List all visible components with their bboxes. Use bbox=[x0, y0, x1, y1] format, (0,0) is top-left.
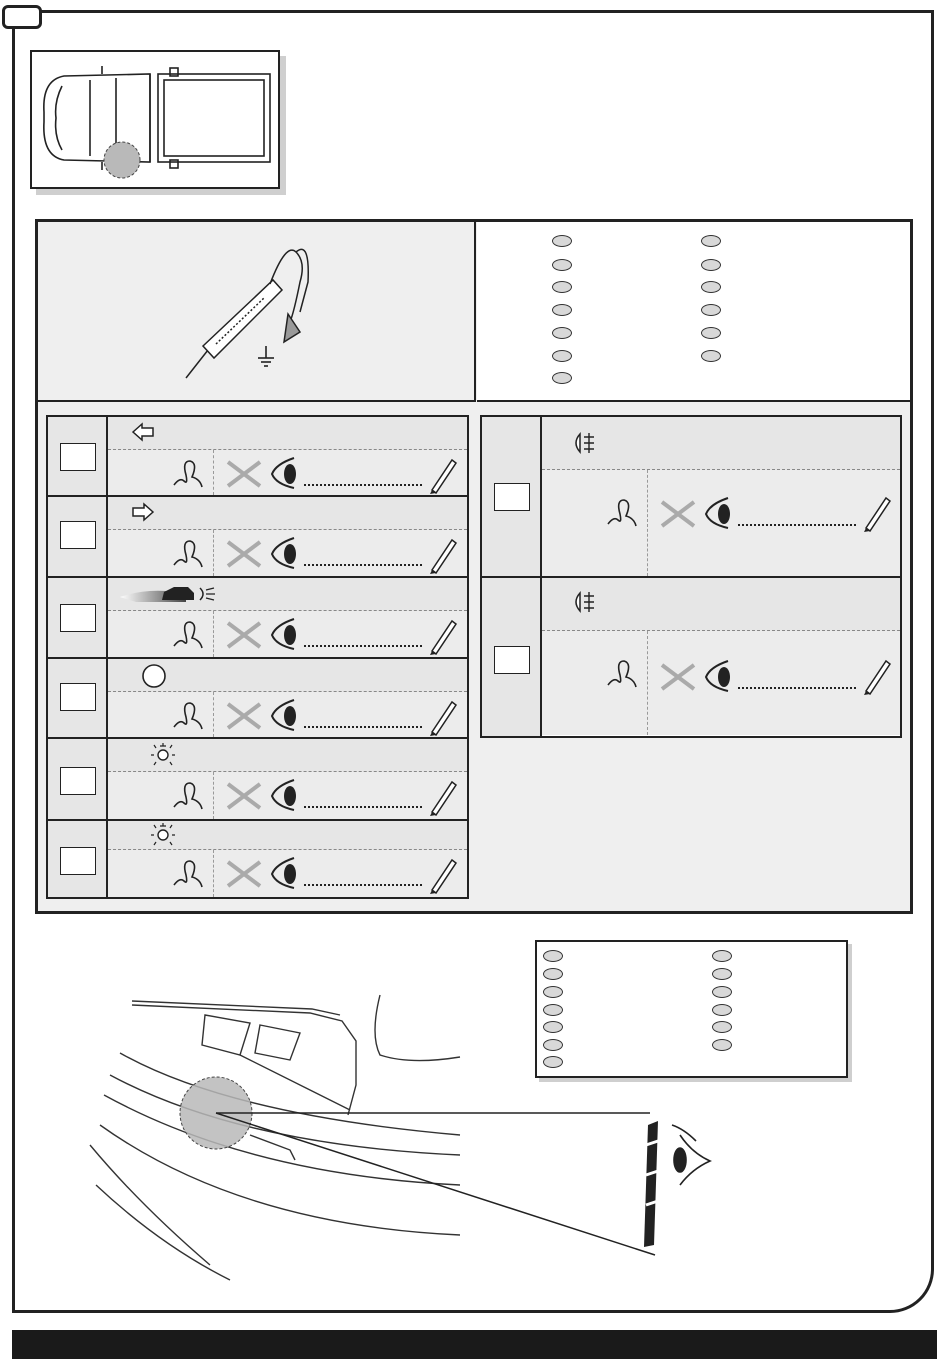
cross-icon bbox=[224, 780, 264, 812]
pin-right-6 bbox=[701, 350, 721, 362]
check-row-brake bbox=[48, 659, 467, 739]
eye-icon bbox=[268, 776, 300, 814]
pin-right-4 bbox=[701, 304, 721, 316]
hand-touch-icon bbox=[170, 535, 206, 571]
connector-pins-cell bbox=[477, 222, 910, 402]
eye-icon bbox=[268, 615, 300, 653]
installation-illustration bbox=[80, 985, 740, 1290]
pin-left-7 bbox=[552, 372, 572, 384]
pin-right-2 bbox=[701, 259, 721, 271]
pin-right-3 bbox=[701, 281, 721, 293]
checkbox[interactable] bbox=[60, 847, 96, 875]
pin-left-1 bbox=[543, 950, 563, 962]
truck-top-view-icon bbox=[32, 52, 278, 187]
check-row-tail-light-right bbox=[48, 821, 467, 897]
fog-light-icon bbox=[570, 431, 600, 455]
circle-icon bbox=[140, 662, 168, 690]
hand-touch-icon bbox=[170, 777, 206, 813]
cross-icon bbox=[224, 858, 264, 890]
pin-left-6 bbox=[552, 350, 572, 362]
pin-right-5 bbox=[701, 327, 721, 339]
eye-icon bbox=[268, 534, 300, 572]
hand-touch-icon bbox=[604, 655, 640, 691]
eye-icon bbox=[702, 657, 734, 695]
arrow-left-icon bbox=[130, 421, 156, 443]
checkbox[interactable] bbox=[60, 767, 96, 795]
checkbox[interactable] bbox=[494, 483, 530, 511]
pin-left-4 bbox=[552, 304, 572, 316]
check-row-reverse bbox=[48, 578, 467, 659]
hand-touch-icon bbox=[170, 697, 206, 733]
pin-left-3 bbox=[552, 281, 572, 293]
vehicle-overview-panel bbox=[30, 50, 280, 189]
footer-bar bbox=[12, 1330, 937, 1359]
cross-icon bbox=[224, 538, 264, 570]
pen-icon bbox=[426, 854, 460, 894]
check-row-fog-light-1 bbox=[482, 417, 900, 578]
pin-left-5 bbox=[552, 327, 572, 339]
cross-icon bbox=[658, 661, 698, 693]
eye-icon bbox=[672, 1125, 710, 1185]
hand-touch-icon bbox=[604, 494, 640, 530]
check-row-left-indicator bbox=[48, 417, 467, 497]
pen-icon bbox=[860, 492, 894, 532]
cross-icon bbox=[224, 700, 264, 732]
pin-right-1 bbox=[701, 235, 721, 247]
eye-icon bbox=[268, 454, 300, 492]
check-row-fog-light-2 bbox=[482, 578, 900, 736]
hand-touch-icon bbox=[170, 455, 206, 491]
pen-icon bbox=[426, 776, 460, 816]
cross-icon bbox=[224, 458, 264, 490]
pin-left-2 bbox=[543, 968, 563, 980]
pen-icon bbox=[426, 454, 460, 494]
eye-icon bbox=[268, 854, 300, 892]
cross-icon bbox=[224, 619, 264, 651]
pin-right-1 bbox=[712, 950, 732, 962]
checkbox[interactable] bbox=[60, 443, 96, 471]
checkbox[interactable] bbox=[60, 521, 96, 549]
ground-symbol-icon bbox=[258, 346, 274, 366]
check-row-tail-light-left bbox=[48, 739, 467, 821]
checkbox[interactable] bbox=[494, 646, 530, 674]
wire-bundle-icon bbox=[644, 1121, 658, 1247]
check-list-right bbox=[480, 415, 902, 738]
lamp-icon bbox=[150, 822, 176, 848]
fog-light-icon bbox=[570, 590, 600, 614]
pin-left-2 bbox=[552, 259, 572, 271]
check-row-right-indicator bbox=[48, 497, 467, 578]
hand-touch-icon bbox=[170, 616, 206, 652]
arrow-right-icon bbox=[130, 501, 156, 523]
lamp-icon bbox=[150, 742, 176, 768]
pen-icon bbox=[426, 534, 460, 574]
hand-touch-icon bbox=[170, 855, 206, 891]
eye-icon bbox=[268, 696, 300, 734]
cross-icon bbox=[658, 498, 698, 530]
checkbox[interactable] bbox=[60, 604, 96, 632]
eye-icon bbox=[702, 494, 734, 532]
tester-cell bbox=[38, 222, 476, 402]
pin-right-2 bbox=[712, 968, 732, 980]
checkbox[interactable] bbox=[60, 683, 96, 711]
check-list-left bbox=[46, 415, 469, 899]
pin-left-1 bbox=[552, 235, 572, 247]
reverse-light-icon bbox=[116, 584, 216, 606]
step-tab bbox=[2, 5, 42, 29]
pen-icon bbox=[860, 655, 894, 695]
pen-icon bbox=[426, 615, 460, 655]
circuit-tester-icon bbox=[38, 222, 474, 398]
pen-icon bbox=[426, 696, 460, 736]
